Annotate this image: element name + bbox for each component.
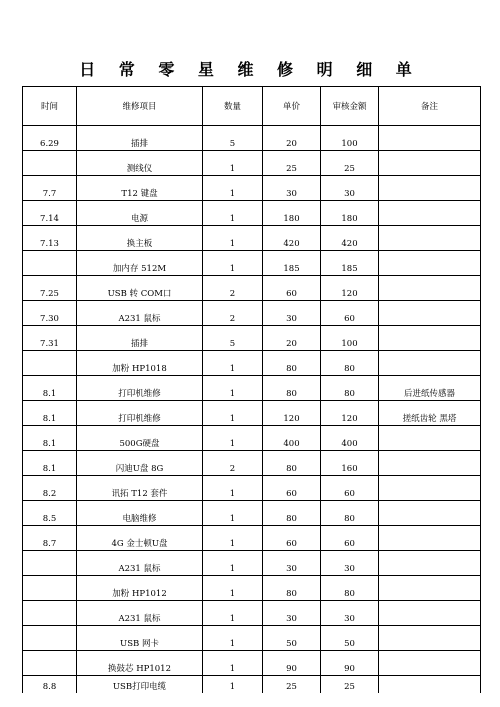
cell-date: 8.1 bbox=[23, 376, 77, 401]
cell-item: A231 鼠标 bbox=[77, 601, 203, 626]
cell-note bbox=[379, 351, 481, 376]
cell-amount: 30 bbox=[321, 176, 379, 201]
cell-date bbox=[23, 576, 77, 601]
cell-note bbox=[379, 151, 481, 176]
table-row bbox=[23, 126, 481, 151]
cell-note bbox=[379, 676, 481, 694]
cell-note bbox=[379, 226, 481, 251]
cell-item: 500G硬盘 bbox=[77, 426, 203, 451]
cell-qty: 1 bbox=[203, 501, 263, 526]
cell-item: 插排 bbox=[77, 126, 203, 151]
cell-note bbox=[379, 276, 481, 301]
header-note: 备注 bbox=[379, 87, 481, 126]
cell-note: 搓纸齿轮 黑塔 bbox=[379, 401, 481, 426]
cell-note bbox=[379, 501, 481, 526]
cell-note bbox=[379, 326, 481, 351]
cell-note bbox=[379, 451, 481, 476]
table-row bbox=[23, 601, 481, 626]
cell-note: 后进纸传感器 bbox=[379, 376, 481, 401]
cell-price: 30 bbox=[263, 601, 321, 626]
cell-date bbox=[23, 551, 77, 576]
cell-price: 90 bbox=[263, 651, 321, 676]
cell-amount: 400 bbox=[321, 426, 379, 451]
cell-date: 8.7 bbox=[23, 526, 77, 551]
cell-price: 180 bbox=[263, 201, 321, 226]
cell-qty: 1 bbox=[203, 376, 263, 401]
cell-qty: 1 bbox=[203, 151, 263, 176]
cell-amount: 30 bbox=[321, 551, 379, 576]
cell-item: 打印机维修 bbox=[77, 401, 203, 426]
cell-item: USB 网卡 bbox=[77, 626, 203, 651]
cell-price: 80 bbox=[263, 576, 321, 601]
cell-amount: 50 bbox=[321, 626, 379, 651]
cell-price: 80 bbox=[263, 451, 321, 476]
cell-qty: 1 bbox=[203, 351, 263, 376]
cell-qty: 1 bbox=[203, 576, 263, 601]
table-row bbox=[23, 476, 481, 501]
cell-note bbox=[379, 551, 481, 576]
cell-amount: 60 bbox=[321, 476, 379, 501]
cell-qty: 1 bbox=[203, 226, 263, 251]
cell-amount: 120 bbox=[321, 401, 379, 426]
cell-qty: 1 bbox=[203, 551, 263, 576]
cell-qty: 1 bbox=[203, 676, 263, 694]
cell-qty: 1 bbox=[203, 176, 263, 201]
table-row bbox=[23, 451, 481, 476]
cell-date bbox=[23, 601, 77, 626]
cell-note bbox=[379, 251, 481, 276]
cell-qty: 1 bbox=[203, 651, 263, 676]
cell-qty: 2 bbox=[203, 276, 263, 301]
cell-qty: 2 bbox=[203, 451, 263, 476]
cell-qty: 2 bbox=[203, 301, 263, 326]
cell-date: 7.7 bbox=[23, 176, 77, 201]
cell-price: 80 bbox=[263, 376, 321, 401]
cell-amount: 180 bbox=[321, 201, 379, 226]
cell-date bbox=[23, 351, 77, 376]
cell-price: 50 bbox=[263, 626, 321, 651]
cell-date: 8.1 bbox=[23, 451, 77, 476]
header-item: 维修项目 bbox=[77, 87, 203, 126]
table-row bbox=[23, 151, 481, 176]
table-row bbox=[23, 326, 481, 351]
header-qty: 数量 bbox=[203, 87, 263, 126]
table-row bbox=[23, 176, 481, 201]
table-row bbox=[23, 351, 481, 376]
cell-price: 400 bbox=[263, 426, 321, 451]
table-row bbox=[23, 551, 481, 576]
cell-date: 7.13 bbox=[23, 226, 77, 251]
cell-item: 4G 金士顿U盘 bbox=[77, 526, 203, 551]
cell-item: USB打印电缆 bbox=[77, 676, 203, 694]
cell-amount: 80 bbox=[321, 351, 379, 376]
cell-item: A231 鼠标 bbox=[77, 551, 203, 576]
cell-item: 换主板 bbox=[77, 226, 203, 251]
cell-date: 8.8 bbox=[23, 676, 77, 694]
cell-price: 120 bbox=[263, 401, 321, 426]
cell-price: 60 bbox=[263, 476, 321, 501]
cell-item: T12 键盘 bbox=[77, 176, 203, 201]
cell-date: 7.14 bbox=[23, 201, 77, 226]
cell-price: 25 bbox=[263, 151, 321, 176]
cell-item: A231 鼠标 bbox=[77, 301, 203, 326]
cell-amount: 160 bbox=[321, 451, 379, 476]
header-price: 单价 bbox=[263, 87, 321, 126]
cell-amount: 25 bbox=[321, 676, 379, 694]
cell-price: 80 bbox=[263, 501, 321, 526]
cell-date: 6.29 bbox=[23, 126, 77, 151]
cell-qty: 1 bbox=[203, 426, 263, 451]
cell-amount: 80 bbox=[321, 501, 379, 526]
cell-date bbox=[23, 151, 77, 176]
cell-item: 讯拓 T12 套件 bbox=[77, 476, 203, 501]
cell-qty: 1 bbox=[203, 626, 263, 651]
cell-note bbox=[379, 426, 481, 451]
cell-date bbox=[23, 251, 77, 276]
cell-amount: 25 bbox=[321, 151, 379, 176]
cell-item: 加粉 HP1018 bbox=[77, 351, 203, 376]
cell-amount: 100 bbox=[321, 326, 379, 351]
cell-date bbox=[23, 651, 77, 676]
cell-price: 30 bbox=[263, 301, 321, 326]
cell-item: 闪迪U盘 8G bbox=[77, 451, 203, 476]
cell-date: 8.2 bbox=[23, 476, 77, 501]
cell-note bbox=[379, 176, 481, 201]
table-row bbox=[23, 426, 481, 451]
cell-amount: 120 bbox=[321, 276, 379, 301]
cell-date: 7.30 bbox=[23, 301, 77, 326]
cell-qty: 1 bbox=[203, 401, 263, 426]
cell-price: 60 bbox=[263, 526, 321, 551]
table-row bbox=[23, 651, 481, 676]
cell-item: 加内存 512M bbox=[77, 251, 203, 276]
table-row bbox=[23, 501, 481, 526]
table-row bbox=[23, 376, 481, 401]
cell-qty: 1 bbox=[203, 201, 263, 226]
header-amount: 审核金额 bbox=[321, 87, 379, 126]
cell-note bbox=[379, 126, 481, 151]
cell-date: 8.5 bbox=[23, 501, 77, 526]
cell-item: 测线仪 bbox=[77, 151, 203, 176]
cell-note bbox=[379, 626, 481, 651]
page-title: 日 常 零 星 维 修 明 细 单 bbox=[79, 60, 421, 79]
cell-amount: 90 bbox=[321, 651, 379, 676]
cell-amount: 80 bbox=[321, 376, 379, 401]
cell-price: 60 bbox=[263, 276, 321, 301]
cell-qty: 1 bbox=[203, 526, 263, 551]
cell-date bbox=[23, 626, 77, 651]
table-row bbox=[23, 676, 481, 694]
table-row bbox=[23, 301, 481, 326]
cell-qty: 1 bbox=[203, 251, 263, 276]
cell-qty: 1 bbox=[203, 601, 263, 626]
cell-item: 插排 bbox=[77, 326, 203, 351]
cell-amount: 30 bbox=[321, 601, 379, 626]
cell-price: 30 bbox=[263, 176, 321, 201]
cell-note bbox=[379, 526, 481, 551]
header-date: 时间 bbox=[23, 87, 77, 126]
cell-amount: 185 bbox=[321, 251, 379, 276]
cell-qty: 5 bbox=[203, 126, 263, 151]
cell-amount: 420 bbox=[321, 226, 379, 251]
cell-price: 20 bbox=[263, 126, 321, 151]
cell-date: 8.1 bbox=[23, 401, 77, 426]
cell-note bbox=[379, 201, 481, 226]
cell-amount: 60 bbox=[321, 301, 379, 326]
cell-price: 25 bbox=[263, 676, 321, 694]
table-row bbox=[23, 226, 481, 251]
table-row bbox=[23, 251, 481, 276]
cell-date: 8.1 bbox=[23, 426, 77, 451]
cell-price: 20 bbox=[263, 326, 321, 351]
cell-item: USB 转 COM口 bbox=[77, 276, 203, 301]
table-row bbox=[23, 201, 481, 226]
cell-price: 30 bbox=[263, 551, 321, 576]
cell-item: 换鼓芯 HP1012 bbox=[77, 651, 203, 676]
table-row bbox=[23, 576, 481, 601]
cell-amount: 60 bbox=[321, 526, 379, 551]
cell-date: 7.25 bbox=[23, 276, 77, 301]
cell-qty: 1 bbox=[203, 476, 263, 501]
table-row bbox=[23, 276, 481, 301]
table-row bbox=[23, 526, 481, 551]
cell-price: 80 bbox=[263, 351, 321, 376]
cell-note bbox=[379, 601, 481, 626]
cell-item: 电脑维修 bbox=[77, 501, 203, 526]
cell-note bbox=[379, 476, 481, 501]
cell-amount: 100 bbox=[321, 126, 379, 151]
cell-item: 加粉 HP1012 bbox=[77, 576, 203, 601]
cell-date: 7.31 bbox=[23, 326, 77, 351]
cell-item: 电源 bbox=[77, 201, 203, 226]
cell-price: 185 bbox=[263, 251, 321, 276]
cell-amount: 80 bbox=[321, 576, 379, 601]
cell-item: 打印机维修 bbox=[77, 376, 203, 401]
cell-qty: 5 bbox=[203, 326, 263, 351]
repair-detail-table bbox=[22, 86, 481, 693]
cell-price: 420 bbox=[263, 226, 321, 251]
cell-note bbox=[379, 301, 481, 326]
cell-note bbox=[379, 576, 481, 601]
table-row bbox=[23, 626, 481, 651]
header-row bbox=[23, 87, 481, 126]
table-row bbox=[23, 401, 481, 426]
cell-note bbox=[379, 651, 481, 676]
